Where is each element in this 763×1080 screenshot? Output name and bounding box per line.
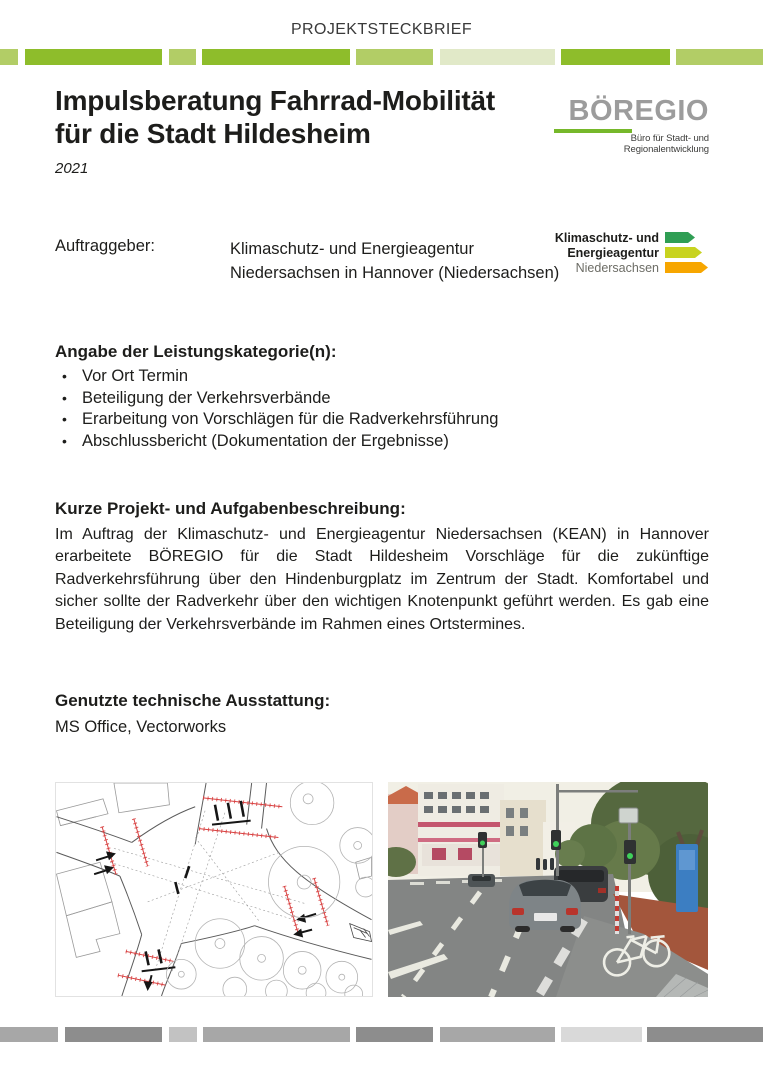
client-value (230, 237, 559, 285)
bar-segment (647, 1027, 763, 1042)
list-item (55, 409, 655, 431)
photo-pedestrians (536, 858, 554, 870)
bullet-icon: • (62, 389, 67, 406)
bar-segment (676, 49, 763, 65)
page-title (55, 84, 575, 150)
bar-segment (0, 1027, 58, 1042)
boregio-logo-name: BÖREGIO (568, 95, 709, 127)
bar-segment (561, 49, 670, 65)
kean-logo (553, 231, 713, 276)
client-label: Auftraggeber: (55, 237, 155, 255)
boregio-logo-underline (554, 129, 632, 133)
bar-segment (203, 1027, 350, 1042)
street-photo (388, 782, 708, 997)
list-item-label: Abschlussbericht (Dokumentation der Ergebnisse) (82, 431, 449, 450)
list-item (55, 431, 655, 453)
bar-segment (356, 49, 433, 65)
top-accent-bar (0, 49, 763, 65)
page-title-line1: Impulsberatung Fahrrad-Mobilität (55, 85, 496, 116)
categories-heading: Angabe der Leistungskategorie(n): (55, 342, 337, 361)
kean-arrow-orange-icon (665, 262, 708, 273)
bar-segment (440, 49, 555, 65)
client-value-line2: Niedersachsen in Hannover (Niedersachsen) (230, 264, 560, 282)
bar-segment (356, 1027, 433, 1042)
list-item-label: Vor Ort Termin (82, 367, 189, 385)
bullet-icon: • (62, 411, 67, 427)
kean-logo-text (553, 231, 659, 276)
bar-segment (0, 49, 18, 65)
figure-street-photo (388, 782, 708, 997)
list-item-label: Erarbeitung von Vorschlägen für die Radverkehrsführung (82, 410, 499, 428)
photo-car (509, 880, 581, 932)
bar-segment (202, 49, 350, 65)
bar-segment (440, 1027, 555, 1042)
boregio-logo-tagline: Büro für Stadt- und Regionalentwicklung (623, 133, 709, 155)
equipment-value: MS Office, Vectorworks (55, 718, 227, 736)
intersection-plan-drawing (56, 783, 372, 996)
equipment-heading: Genutzte technische Ausstattung: (55, 691, 331, 710)
client-value-line1: Klimaschutz- und Energieagentur (230, 240, 474, 258)
boregio-logo (551, 96, 709, 155)
page-header: PROJEKTSTECKBRIEF (290, 21, 473, 38)
kean-energy-arrows (665, 231, 708, 276)
categories-list (55, 366, 655, 452)
page-title-line2: für die Stadt Hildesheim (55, 118, 371, 149)
project-year: 2021 (55, 160, 89, 177)
bar-segment (25, 49, 162, 65)
bullet-icon: • (62, 432, 67, 449)
kean-arrow-lime-icon (665, 247, 702, 258)
description-heading: Kurze Projekt- und Aufgabenbeschreibung: (55, 499, 406, 518)
photo-far-car (468, 874, 495, 887)
bar-segment (561, 1027, 642, 1042)
kean-arrow-green-icon (665, 232, 695, 243)
list-item-label: Beteiligung der Verkehrsverbände (82, 388, 331, 407)
figure-intersection-plan (55, 782, 373, 997)
list-item (55, 366, 655, 388)
kean-logo-line1: Klimaschutz- und (554, 231, 659, 245)
bar-segment (169, 1027, 197, 1042)
kean-logo-line3: Niedersachsen (575, 261, 659, 275)
bottom-accent-bar (0, 1027, 763, 1042)
bar-segment (65, 1027, 162, 1042)
description-text: Im Auftrag der Klimaschutz- und Energieagentur Niedersachsen (KEAN) in Hannover erarbeitete BÖREGIO für die Stadt Hildesheim Vorschläge für die zukünftige Radverkehrsführung über den Hindenburgplatz im Zentrum der Stadt. Komfortabel und sicher sollte der Radverkehr über den wichtigen Knotenpunkt geführt werden. Es gab eine Beteiligung der Verkehrsverbände im Rahmen eines Ortstermines. (55, 526, 709, 633)
bullet-icon: • (62, 368, 67, 384)
list-item (55, 388, 655, 410)
kean-logo-line2: Energieagentur (567, 246, 659, 260)
bar-segment (169, 49, 196, 65)
